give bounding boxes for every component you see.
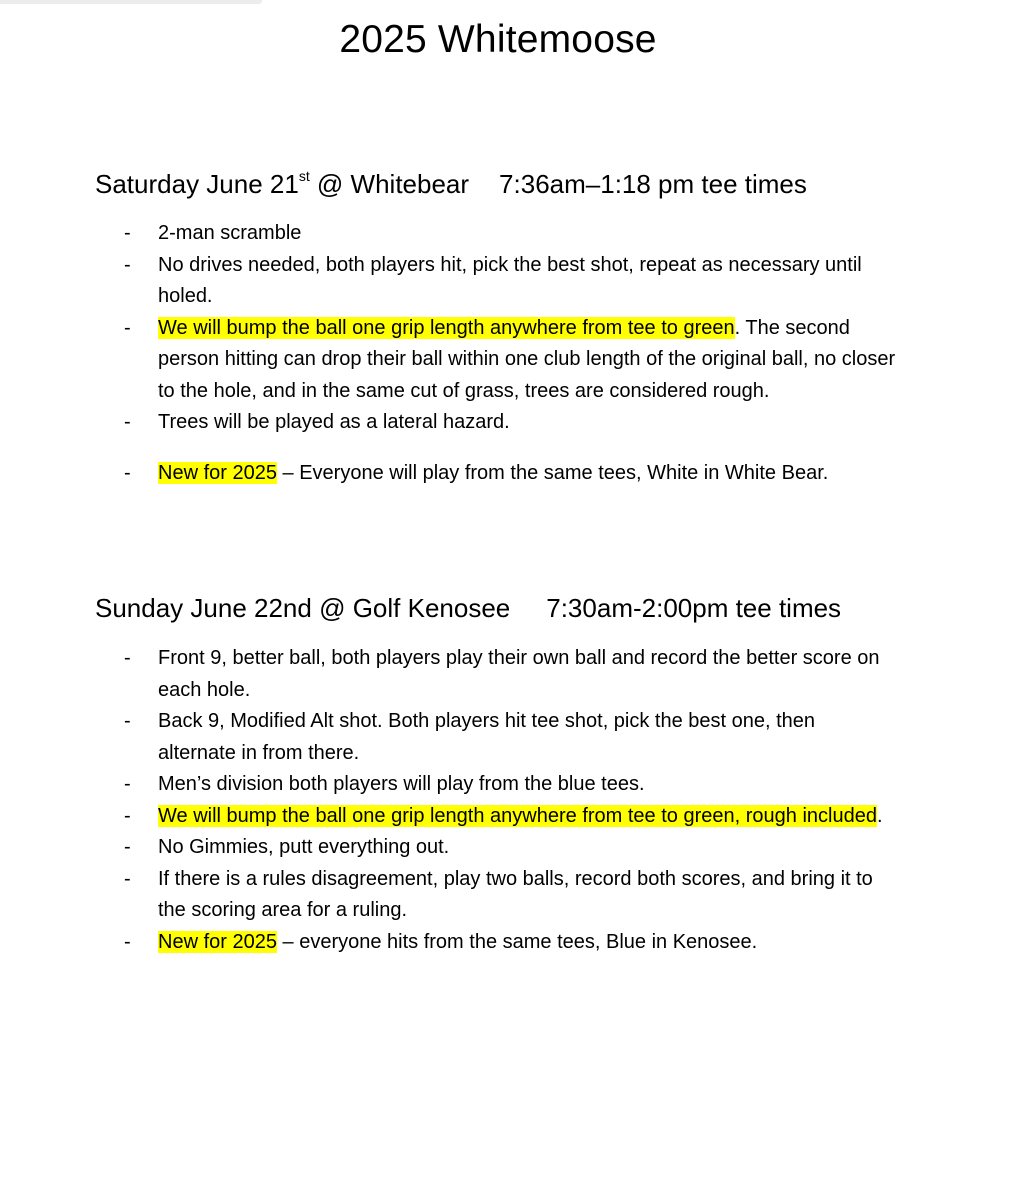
bullet-dash: - xyxy=(124,461,131,484)
bullet-dash: - xyxy=(124,930,131,953)
item-text: No drives needed, both players hit, pick the best shot, repeat as necessary until holed. xyxy=(158,253,862,307)
item-text: Trees will be played as a lateral hazard. xyxy=(158,411,510,433)
item-text: 2-man scramble xyxy=(158,222,302,244)
item-text: No Gimmies, putt everything out. xyxy=(158,836,450,858)
bullet-dash: - xyxy=(124,253,131,276)
list-item xyxy=(0,643,898,706)
bullet-dash: - xyxy=(124,836,131,858)
item-text: Back 9, Modified Alt shot. Both players hit tee shot, pick the best one, then alternate in from there. xyxy=(158,710,816,764)
saturday-rules-list xyxy=(0,218,1012,489)
bullet-dash: - xyxy=(124,411,131,433)
highlighted-text: We will bump the ball one grip length anywhere from tee to green, rough included xyxy=(158,804,877,827)
list-item xyxy=(0,458,898,490)
item-text: Men’s division both players will play from the blue tees. xyxy=(158,773,645,795)
item-text: . xyxy=(876,804,883,827)
sunday-heading xyxy=(95,591,841,625)
sunday-heading-day: Sunday June 22nd xyxy=(95,593,312,623)
sunday-rules-list xyxy=(0,643,1012,958)
bullet-dash: - xyxy=(124,222,131,244)
bullet-dash: - xyxy=(124,316,131,339)
list-item xyxy=(0,832,898,864)
saturday-heading xyxy=(95,167,807,201)
list-item xyxy=(0,927,898,959)
list-item xyxy=(0,769,898,801)
list-spacer xyxy=(0,439,898,458)
item-text: Front 9, better ball, both players play their own ball and record the better score on each hole. xyxy=(158,647,880,701)
document-title: 2025 Whitemoose xyxy=(339,18,657,61)
sunday-heading-place: @ Golf Kenosee xyxy=(311,593,511,623)
list-item xyxy=(0,801,898,833)
list-item xyxy=(0,407,898,439)
list-item xyxy=(0,864,898,927)
list-item xyxy=(0,706,898,769)
sunday-heading-times: 7:30am-2:00pm tee times xyxy=(546,593,842,623)
list-item xyxy=(0,313,898,408)
item-text: . The second person hitting can drop their ball within one club length of the original ball, no closer to the hole, and in the same cut of grass, trees are considered rough. xyxy=(158,316,896,402)
list-item xyxy=(0,250,898,313)
saturday-heading-day: Saturday June 21 xyxy=(95,169,299,199)
bullet-dash: - xyxy=(124,804,131,827)
bullet-dash: - xyxy=(124,773,131,795)
saturday-heading-times: 7:36am–1:18 pm tee times xyxy=(499,169,807,199)
bullet-dash: - xyxy=(124,867,131,890)
bullet-dash: - xyxy=(124,710,131,732)
highlighted-text: We will bump the ball one grip length anywhere from tee to green xyxy=(158,316,735,339)
highlighted-text: New for 2025 xyxy=(158,930,277,953)
saturday-heading-ordinal: st xyxy=(298,168,310,184)
bullet-dash: - xyxy=(124,647,131,669)
list-item xyxy=(0,218,898,250)
item-text: If there is a rules disagreement, play two balls, record both scores, and bring it to the scoring area for a ruling. xyxy=(158,867,873,921)
saturday-heading-place: @ Whitebear xyxy=(309,169,470,199)
highlighted-text: New for 2025 xyxy=(158,461,277,484)
item-text: – Everyone will play from the same tees, White in White Bear. xyxy=(276,461,829,484)
item-text: – everyone hits from the same tees, Blue in Kenosee. xyxy=(276,930,758,953)
